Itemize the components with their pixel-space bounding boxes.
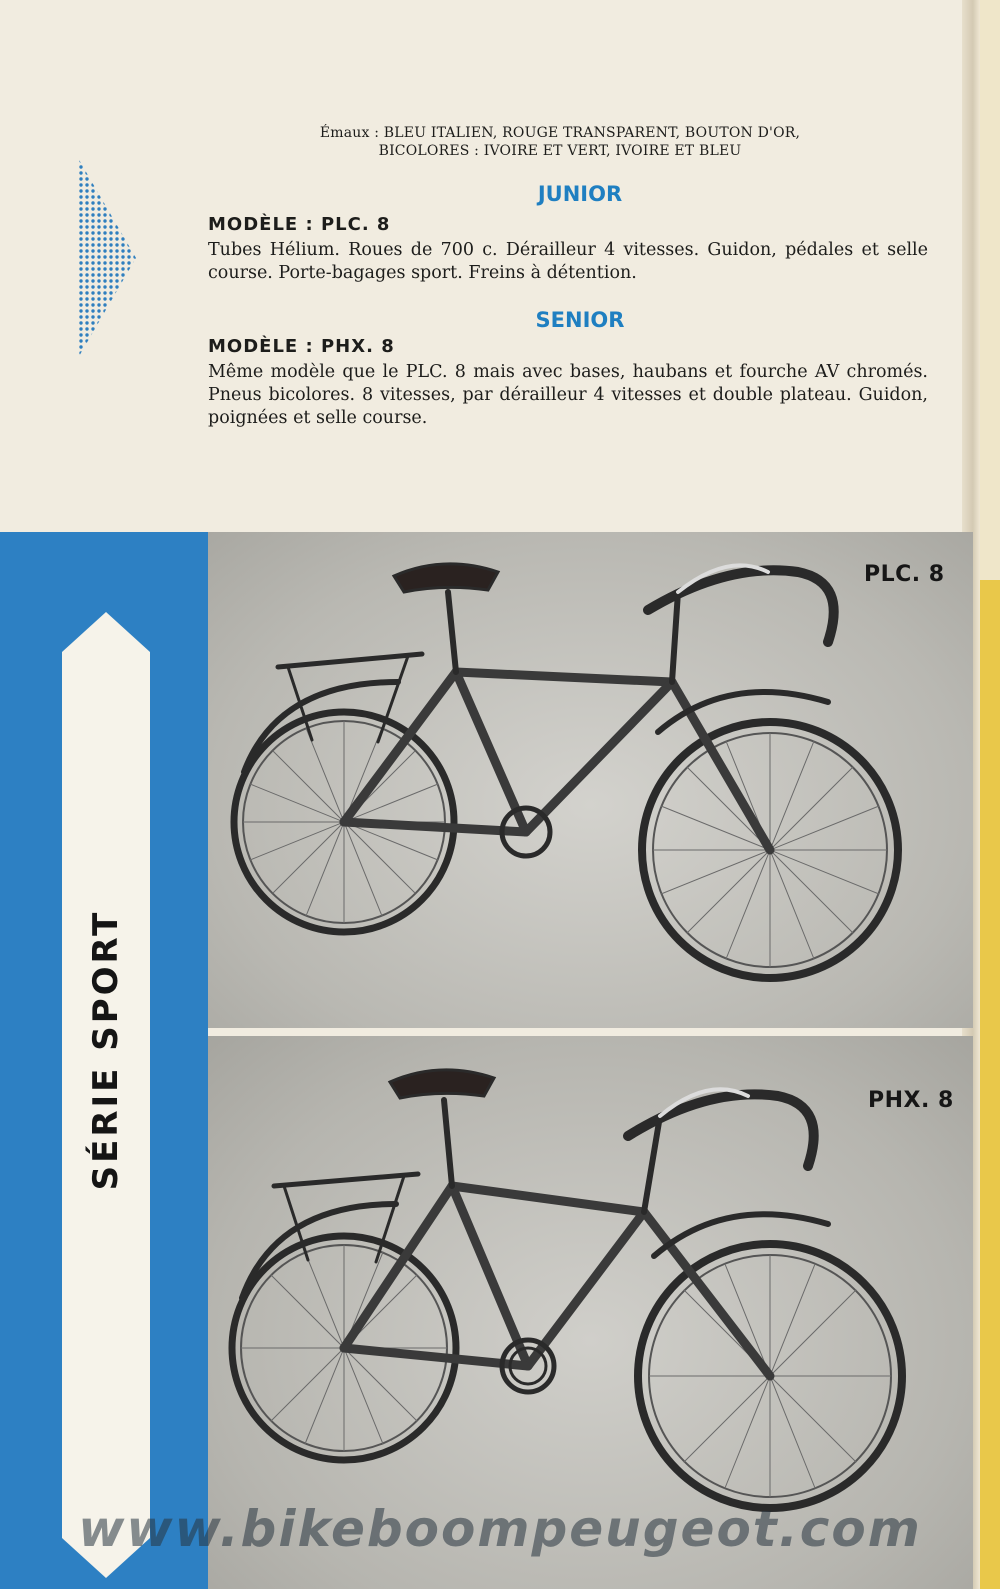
page-edge-light — [980, 0, 1000, 580]
photo-label-plc8: PLC. 8 — [864, 562, 945, 587]
junior-title: JUNIOR — [537, 182, 623, 206]
junior-model: MODÈLE : PLC. 8 — [208, 214, 391, 235]
enamel-colors-line-2: BICOLORES : IVOIRE ET VERT, IVOIRE ET BLEU — [378, 143, 742, 159]
dotted-triangle-ornament — [78, 158, 138, 358]
senior-title: SENIOR — [535, 308, 625, 332]
senior-model: MODÈLE : PHX. 8 — [208, 336, 395, 357]
site-watermark: www.bikeboompeugeot.com — [78, 1500, 922, 1558]
bicycle-icon — [208, 532, 973, 1028]
enamel-colors-note — [200, 124, 920, 160]
series-label-text: SÉRIE SPORT — [86, 909, 126, 1191]
junior-description: Tubes Hélium. Roues de 700 c. Dérailleur 4 vitesses. Guidon, pédales et selle course. Porte-bagages sport. Freins à détention. — [208, 240, 928, 283]
senior-description: Même modèle que le PLC. 8 mais avec bases, haubans et fourche AV chromés. Pneus bicolores. 8 vitesses, par dérailleur 4 vitesses et double plateau. Guidon, poignées et selle course. — [208, 362, 928, 428]
enamel-colors-line-1: Émaux : BLEU ITALIEN, ROUGE TRANSPARENT, BOUTON D'OR, — [319, 125, 801, 141]
photo-label-phx8: PHX. 8 — [868, 1088, 954, 1113]
bike-photo-plc8 — [208, 532, 973, 1028]
